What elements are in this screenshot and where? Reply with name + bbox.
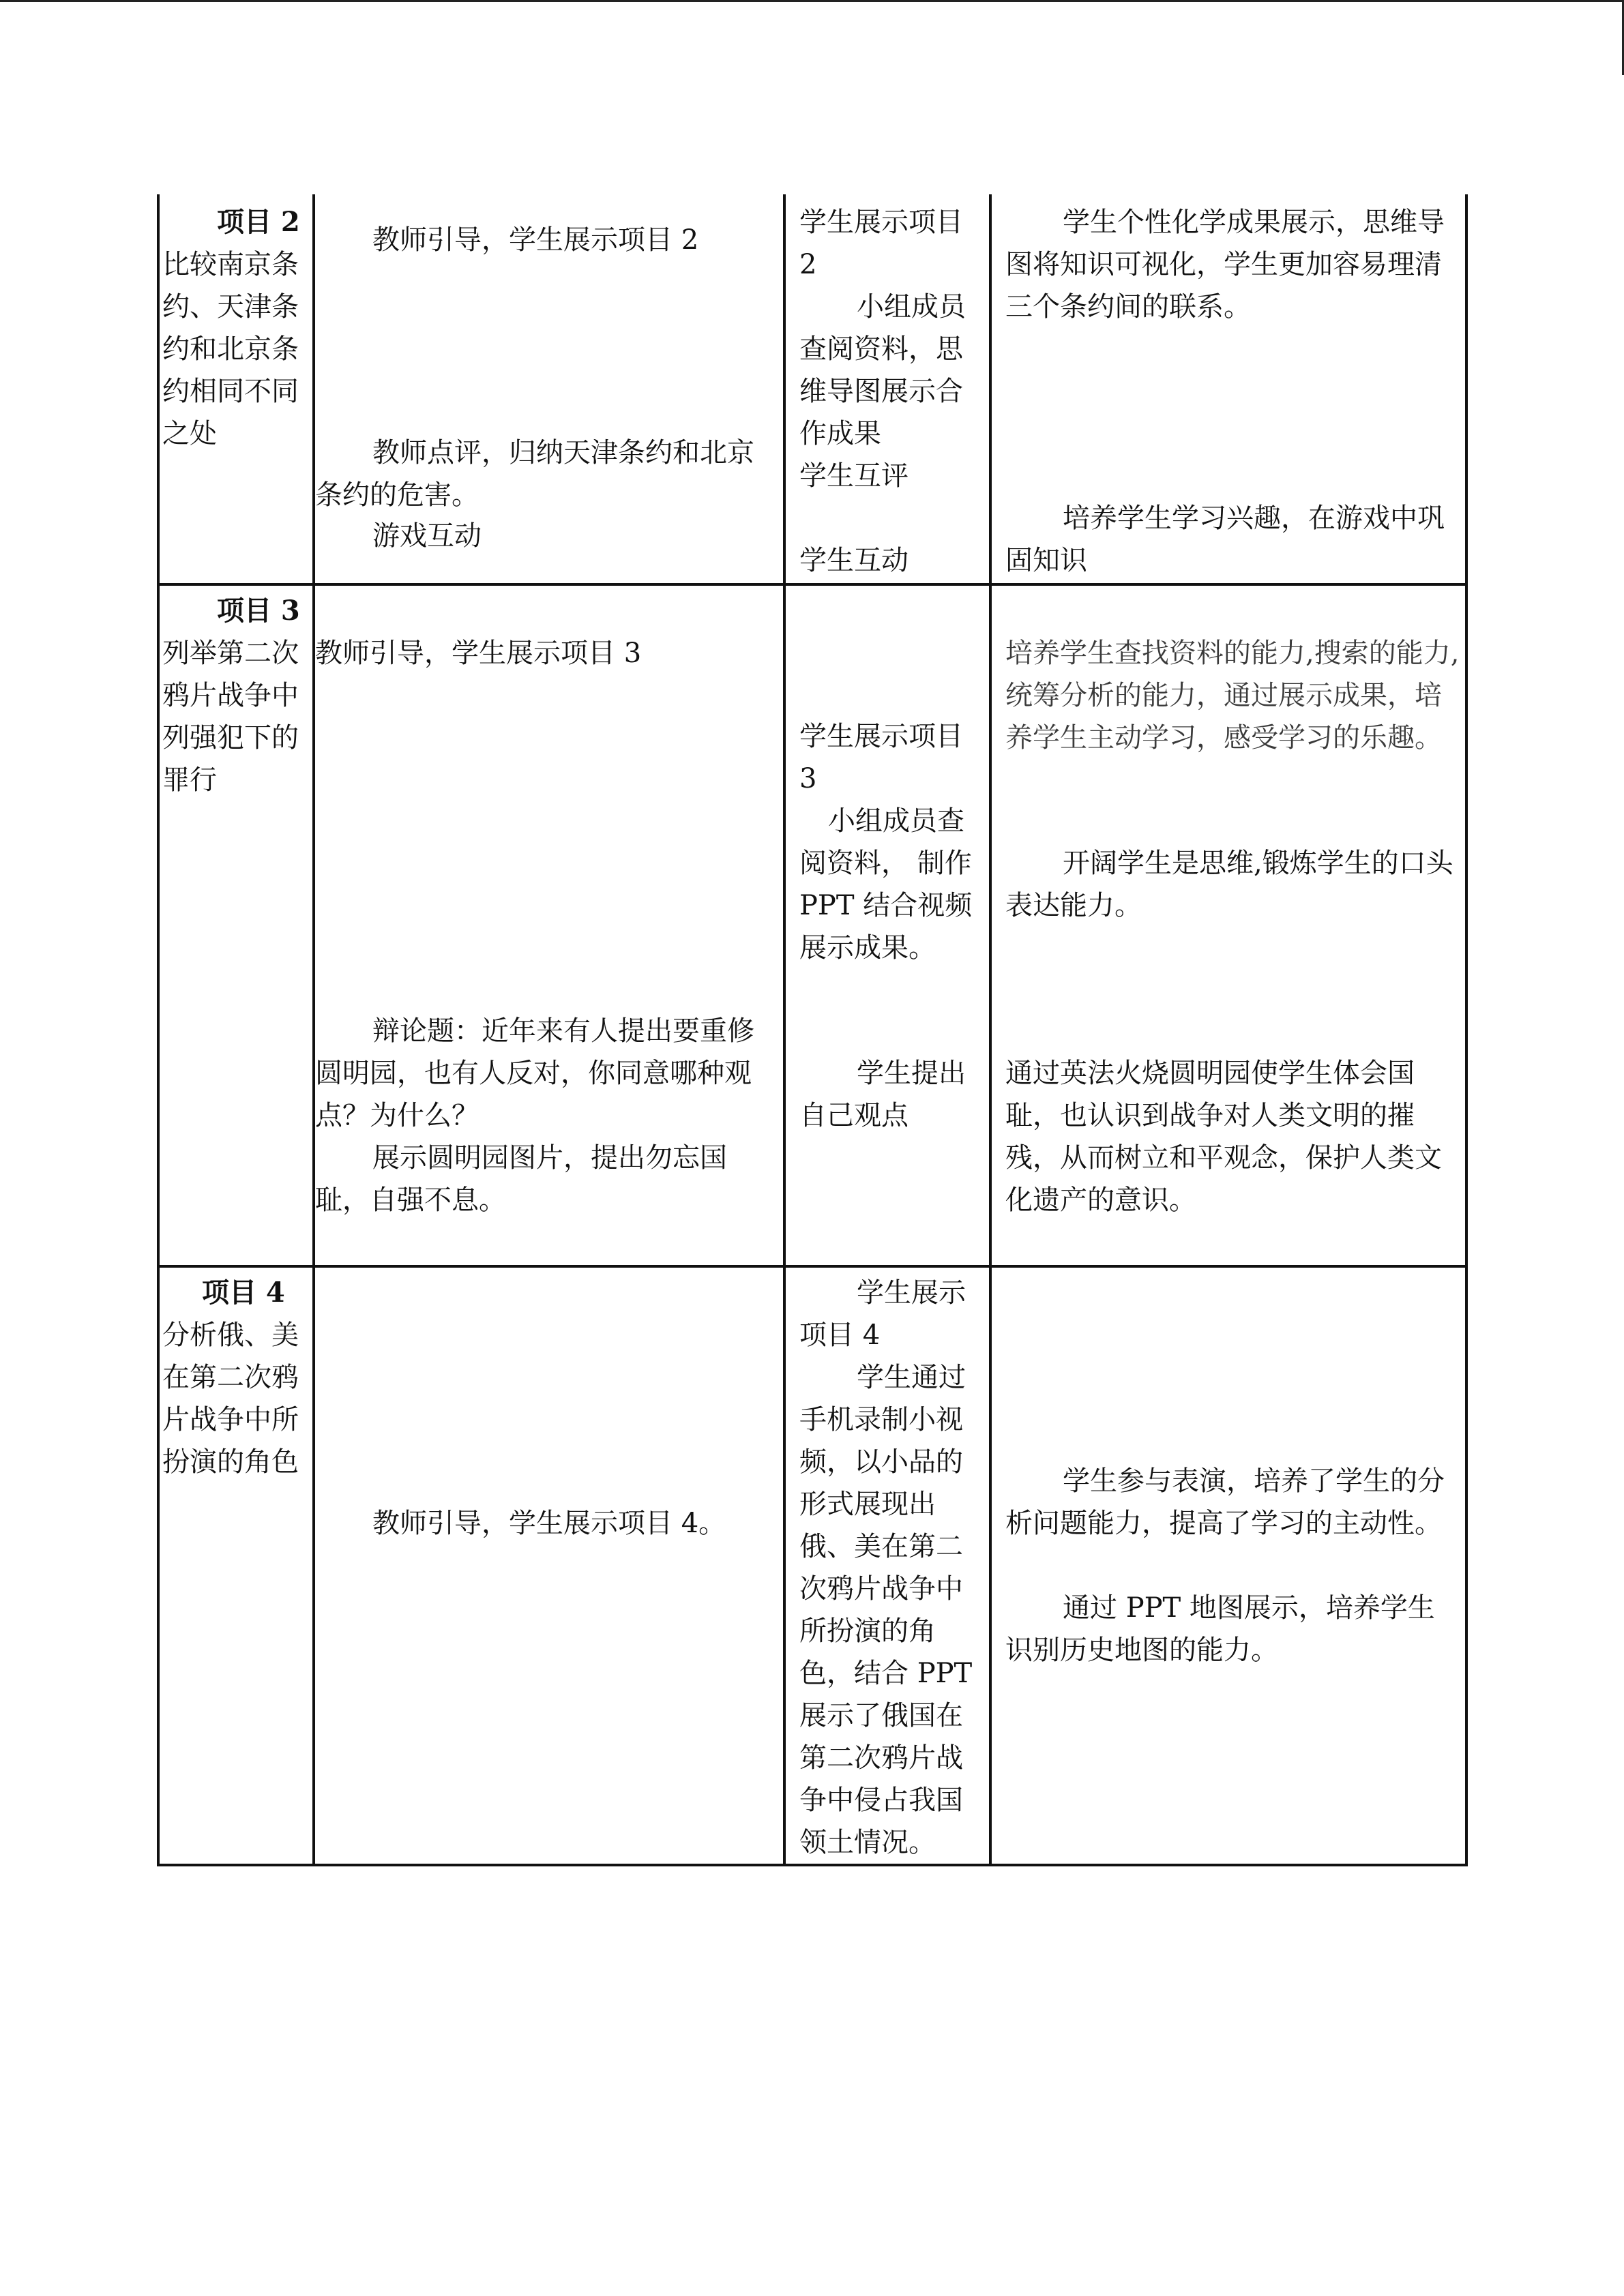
design-intent: 通过英法火烧圆明园使学生体会国耻，也认识到战争对人类文明的摧残，从而树立和平观念，保护人类文化遗产的意识。 — [1005, 1058, 1442, 1216]
design-intent: 学生个性化学成果展示，思维导图将知识可视化，学生更加容易理清三个条约间的联系。 — [1005, 207, 1445, 323]
lesson-table — [157, 194, 1468, 1866]
column-divider-3 — [989, 194, 992, 1866]
design-intent: 通过 PPT 地图展示，培养学生识别历史地图的能力。 — [1005, 1592, 1435, 1666]
row-divider-1 — [157, 583, 1468, 586]
teacher-activity: 展示圆明园图片，提出勿忘国耻，自强不息。 — [315, 1142, 727, 1216]
project-title: 列举第二次鸦片战争中列强犯下的罪行 — [162, 638, 299, 796]
project-heading: 项目 4 — [202, 1277, 285, 1309]
teacher-activity: 教师引导，学生展示项目 4。 — [372, 1508, 726, 1539]
teacher-activity: 教师点评，归纳天津条约和北京条约的危害。 — [315, 437, 754, 511]
teacher-activity: 教师引导，学生展示项目 3 — [315, 638, 642, 669]
table-border-left — [157, 194, 160, 1866]
teacher-activity: 教师引导，学生展示项目 2 — [372, 224, 699, 256]
design-intent: 培养学生学习兴趣，在游戏中巩固知识 — [1005, 503, 1445, 576]
student-activity: 学生互动 — [799, 545, 909, 576]
project-title: 比较南京条约、天津条约和北京条约相同不同之处 — [162, 249, 299, 449]
teacher-activity: 辩论题：近年来有人提出要重修圆明园，也有人反对，你同意哪种观点？为什么？ — [315, 1015, 754, 1131]
student-activity: 学生展示项目 4 — [799, 1277, 966, 1351]
design-intent: 学生参与表演，培养了学生的分析问题能力，提高了学习的主动性。 — [1005, 1465, 1445, 1539]
project-title: 分析俄、美在第二次鸦片战争中所扮演的角色 — [162, 1320, 299, 1478]
student-activity: 小组成员查阅资料，思维导图展示合作成果 — [799, 291, 966, 449]
student-activity: 学生互评 — [799, 460, 909, 492]
student-activity: 学生展示项目 2 — [799, 207, 963, 280]
design-intent: 培养学生查找资料的能力,搜索的能力,统筹分析的能力，通过展示成果，培养学生主动学习，感受学习的乐趣。 — [1005, 638, 1460, 754]
design-intent: 开阔学生是思维,锻炼学生的口头表达能力。 — [1005, 848, 1453, 921]
table-border-bottom — [157, 1864, 1468, 1866]
student-activity: 小组成员查阅资料， 制作 PPT 结合视频展示成果。 — [799, 805, 973, 964]
row-divider-2 — [157, 1265, 1468, 1268]
student-activity: 学生提出自己观点 — [799, 1058, 966, 1131]
student-activity: 学生通过手机录制小视频，以小品的形式展现出俄、美在第二次鸦片战争中所扮演的角色，结合 PPT 展示了俄国在第二次鸦片战争中侵占我国领土情况。 — [799, 1362, 973, 1858]
table-border-right — [1465, 194, 1468, 1866]
student-activity: 学生展示项目 3 — [799, 721, 963, 794]
column-divider-2 — [783, 194, 786, 1866]
page-top-border — [0, 0, 1624, 2]
project-heading: 项目 2 — [217, 206, 300, 238]
project-heading: 项目 3 — [217, 595, 300, 627]
teacher-activity: 游戏互动 — [372, 520, 482, 552]
